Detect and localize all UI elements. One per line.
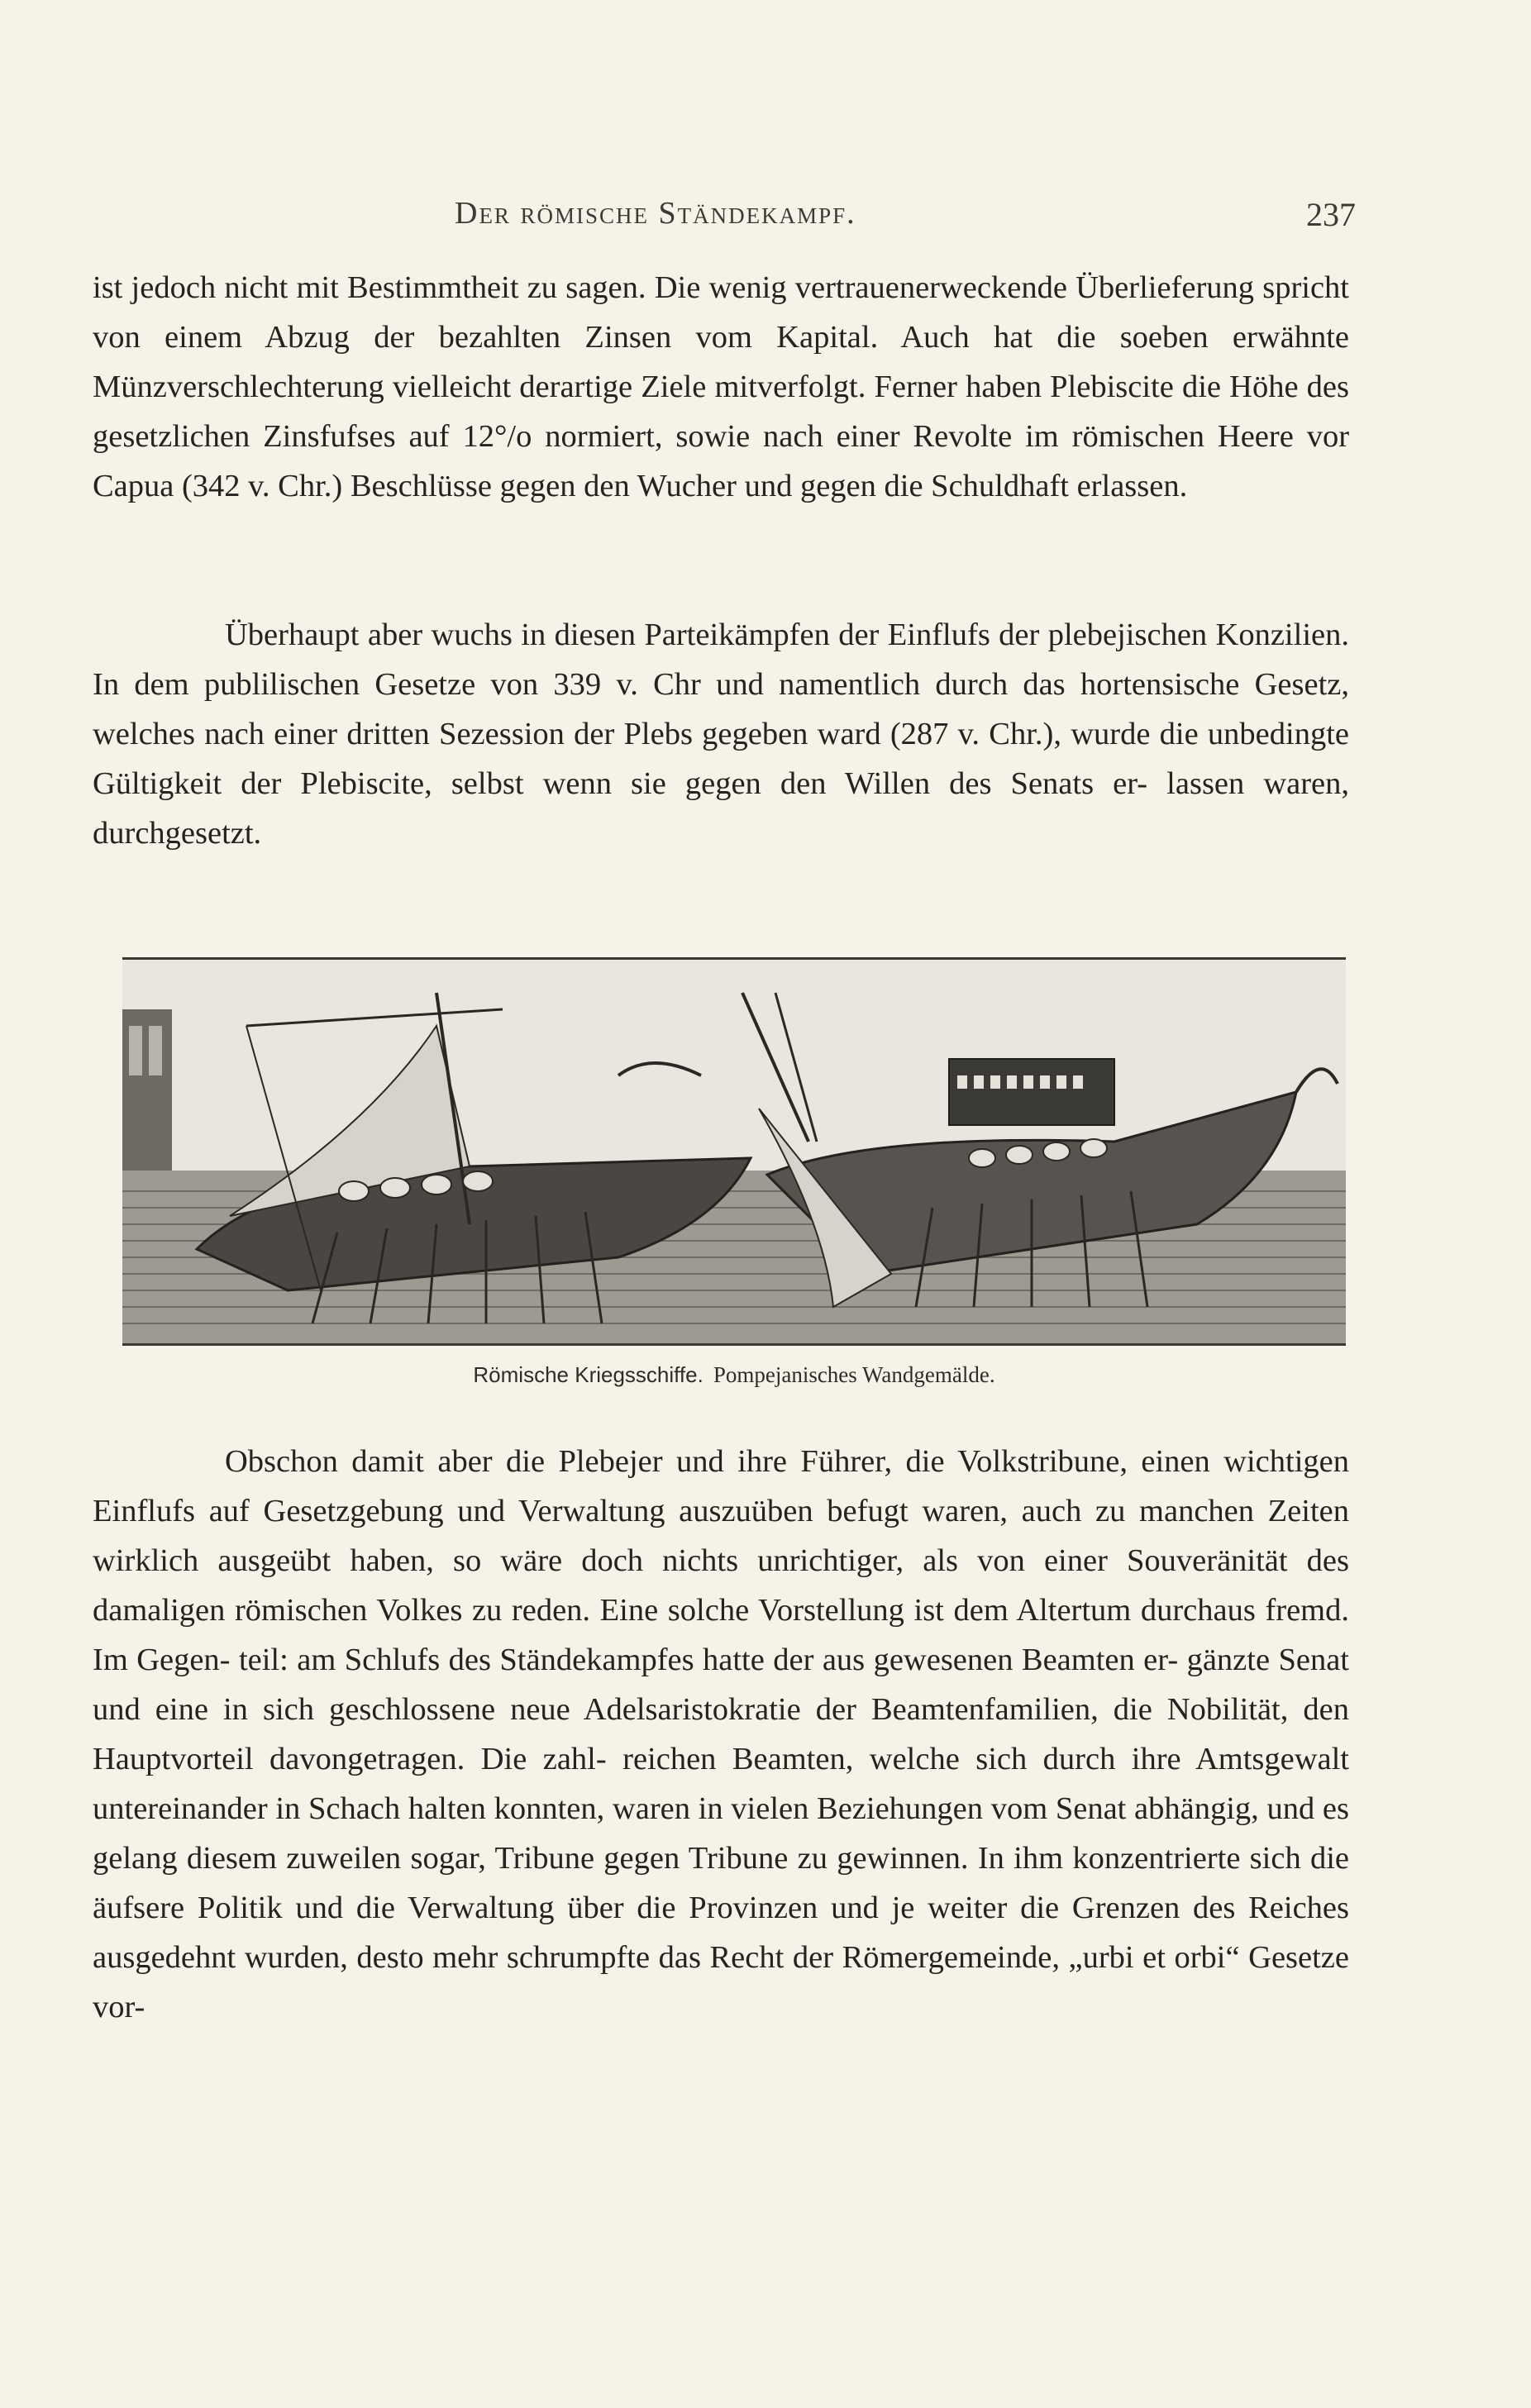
caption-source: Pompejanisches Wandgemälde. <box>713 1362 995 1387</box>
figure-illustration <box>122 957 1346 1346</box>
warship-engraving <box>122 960 1346 1343</box>
paragraph-1 <box>93 263 1349 511</box>
figure-caption <box>122 1362 1346 1389</box>
caption-title: Römische Kriegsschiffe. <box>473 1362 703 1387</box>
deck-cabin <box>949 1059 1114 1125</box>
paragraph-3 <box>93 1437 1349 2032</box>
chapter-title: Der römische Ständekampf. <box>455 196 856 231</box>
page-number: 237 <box>1306 196 1356 233</box>
paragraph-2 <box>93 610 1349 858</box>
window <box>149 1026 162 1075</box>
window <box>129 1026 142 1075</box>
paragraph-line: Obschon damit aber die Plebejer und ihre Führer, die Volkstribune, einen wichtigen Einflufs auf Gesetzgebung und Verwaltung auszuüben befugt waren, auch zu manchen Zeiten wirklich ausgeübt haben, so wäre doch nichts unrichtiger, als von einer Souveränität des damaligen römischen Volkes zu reden. Eine solche Vorstellung ist dem Altertum durchaus fremd. Im Gegen- teil: am Schlufs des Ständekampfes hatte der aus gewesenen Beamten er- gänzte Senat und eine in sich geschlossene neue Adelsaristokratie der Beamtenfamilien, die Nobilität, den Hauptvorteil davongetragen. Die zahl- reichen Beamten, welche sich durch ihre Amtsgewalt untereinander in Schach halten konnten, waren in vielen Beziehungen vom Senat abhängig, und es gelang diesem zuweilen sogar, Tribune gegen Tribune zu gewinnen. In ihm konzentrierte sich die äufsere Politik und die Verwaltung über die Provinzen und je weiter die Grenzen des Reiches ausgedehnt wurden, desto mehr schrumpfte das Recht der Römergemeinde, „urbi et orbi“ Gesetze vor- <box>93 1444 1350 2024</box>
paragraph-line: ist jedoch nicht mit Bestimmtheit zu sagen. Die wenig vertrauenerweckende Überlieferung spricht von einem Abzug der bezahlten Zinsen vom Kapital. Auch hat die soeben erwähnte Münzverschlechterung vielleicht derartige Ziele mitverfolgt. Ferner haben Plebiscite die Höhe des gesetzlichen Zinsfufses auf 12°/o normiert, sowie nach einer Revolte im römischen Heere vor Capua (342 v. Chr.) Beschlüsse gegen den Wucher und gegen die Schuldhaft erlassen. <box>93 270 1350 503</box>
running-head <box>124 195 1356 245</box>
paragraph-line: Überhaupt aber wuchs in diesen Parteikämpfen der Einflufs der plebejischen Konzilien. In dem publilischen Gesetze von 339 v. Chr und namentlich durch das hortensische Gesetz, welches nach einer dritten Sezession der Plebs gegeben ward (287 v. Chr.), wurde die unbedingte Gültigkeit der Plebiscite, selbst wenn sie gegen den Willen des Senats er- lassen waren, durchgesetzt. <box>93 617 1350 851</box>
